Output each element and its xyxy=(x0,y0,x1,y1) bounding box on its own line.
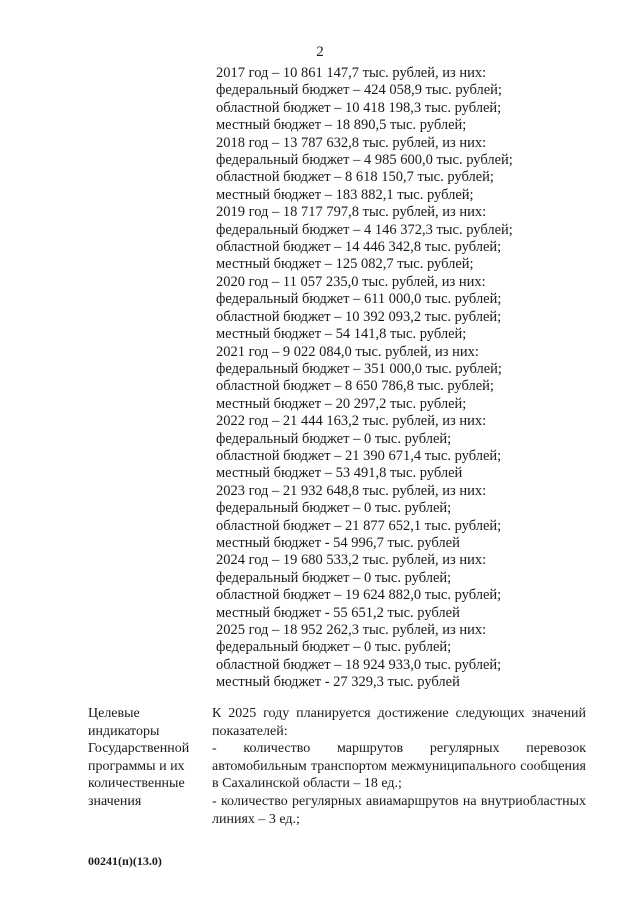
budget-line: местный бюджет – 20 297,2 тыс. рублей; xyxy=(216,395,467,412)
budget-line: областной бюджет – 8 650 786,8 тыс. рублей; xyxy=(216,378,494,395)
indicators-item-1: - количество маршрутов регулярных перевозок автомобильным транспортом межмуниципального сообщения в Сахалинской области – 18 ед.; xyxy=(212,741,586,792)
budget-line: 2017 год – 10 861 147,7 тыс. рублей, из них: xyxy=(216,65,487,81)
budget-line: местный бюджет – 183 882,1 тыс. рублей; xyxy=(216,186,474,203)
footer-document-code: 00241(п)(13.0) xyxy=(88,854,162,868)
indicators-intro: К 2025 году планируется достижение следующих значений показателей: xyxy=(212,706,586,739)
indicators-label xyxy=(88,705,204,828)
budget-line: федеральный бюджет – 0 тыс. рублей; xyxy=(216,500,452,517)
budget-line: областной бюджет – 21 877 652,1 тыс. рублей; xyxy=(216,517,502,534)
budget-line: областной бюджет – 21 390 671,4 тыс. рублей; xyxy=(216,447,502,464)
budget-line: 2020 год – 11 057 235,0 тыс. рублей, из них: xyxy=(216,273,486,290)
budget-line: областной бюджет – 18 924 933,0 тыс. рублей; xyxy=(216,656,502,673)
budget-breakdown xyxy=(216,65,616,692)
budget-line: местный бюджет – 54 141,8 тыс. рублей; xyxy=(216,326,467,343)
budget-line: федеральный бюджет – 4 985 600,0 тыс. рублей; xyxy=(216,152,513,169)
budget-line: 2019 год – 18 717 797,8 тыс. рублей, из них: xyxy=(216,204,487,221)
budget-line: местный бюджет - 54 996,7 тыс. рублей xyxy=(216,534,460,551)
budget-line: областной бюджет – 14 446 342,8 тыс. рублей; xyxy=(216,239,502,256)
indicators-body xyxy=(212,705,586,828)
indicators-label-line: программы и их xyxy=(88,758,185,774)
indicators-label-line: Целевые xyxy=(88,706,140,721)
budget-line: областной бюджет – 10 392 093,2 тыс. рублей; xyxy=(216,308,502,325)
budget-line: областной бюджет – 8 618 150,7 тыс. рублей; xyxy=(216,169,494,186)
indicators-section xyxy=(88,705,598,828)
budget-line: федеральный бюджет – 0 тыс. рублей; xyxy=(216,569,452,586)
budget-line: 2021 год – 9 022 084,0 тыс. рублей, из них: xyxy=(216,343,479,360)
budget-line: федеральный бюджет – 0 тыс. рублей; xyxy=(216,639,452,656)
budget-line: 2025 год – 18 952 262,3 тыс. рублей, из них: xyxy=(216,622,487,638)
budget-line: местный бюджет - 27 329,3 тыс. рублей xyxy=(216,674,460,691)
budget-line: федеральный бюджет – 351 000,0 тыс. рублей; xyxy=(216,360,502,377)
budget-line: местный бюджет – 18 890,5 тыс. рублей; xyxy=(216,117,467,134)
budget-line: местный бюджет – 125 082,7 тыс. рублей; xyxy=(216,256,474,273)
budget-line: областной бюджет – 10 418 198,3 тыс. рублей; xyxy=(216,99,502,116)
budget-line: 2024 год – 19 680 533,2 тыс. рублей, из них: xyxy=(216,552,487,569)
indicators-label-line: Государственной xyxy=(88,741,190,757)
budget-line: областной бюджет – 19 624 882,0 тыс. рублей; xyxy=(216,587,502,604)
page-number: 2 xyxy=(316,44,324,60)
budget-line: 2018 год – 13 787 632,8 тыс. рублей, из них: xyxy=(216,134,487,151)
budget-line: федеральный бюджет – 4 146 372,3 тыс. рублей; xyxy=(216,221,513,238)
budget-line: федеральный бюджет – 0 тыс. рублей; xyxy=(216,430,452,447)
budget-line: 2022 год – 21 444 163,2 тыс. рублей, из них: xyxy=(216,413,487,430)
indicators-label-line: значения xyxy=(88,793,142,809)
indicators-label-line: количественные xyxy=(88,776,185,792)
budget-line: федеральный бюджет – 611 000,0 тыс. рублей; xyxy=(216,291,502,308)
budget-line: местный бюджет – 53 491,8 тыс. рублей xyxy=(216,465,463,482)
budget-line: 2023 год – 21 932 648,8 тыс. рублей, из них: xyxy=(216,482,487,499)
indicators-item-2: - количество регулярных авиамаршрутов на внутриобластных линиях – 3 ед.; xyxy=(212,793,586,827)
budget-line: местный бюджет - 55 651,2 тыс. рублей xyxy=(216,604,460,621)
budget-line: федеральный бюджет – 424 058,9 тыс. рублей; xyxy=(216,82,502,99)
indicators-label-line: индикаторы xyxy=(88,723,160,739)
